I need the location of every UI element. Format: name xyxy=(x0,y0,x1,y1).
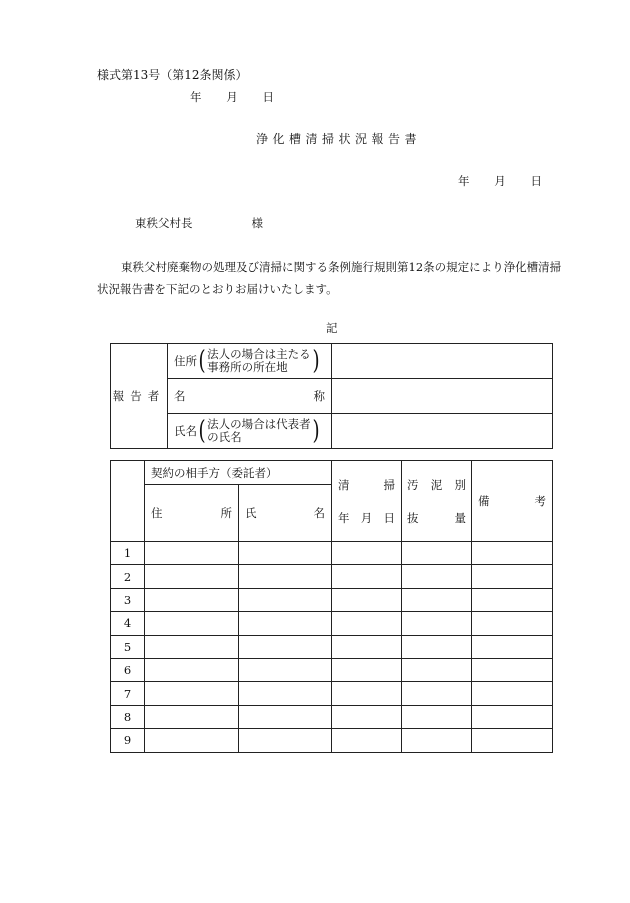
remarks-cell[interactable] xyxy=(472,612,553,635)
reporter-header: 報告者 xyxy=(112,389,166,403)
table-row xyxy=(111,705,553,728)
sludge-4: 抜 xyxy=(407,510,419,525)
clean-date-cell[interactable] xyxy=(332,542,402,565)
name-cell[interactable] xyxy=(239,565,332,588)
clean-date-cell[interactable] xyxy=(332,565,402,588)
address-cell[interactable] xyxy=(145,682,239,705)
remarks-cell[interactable] xyxy=(472,588,553,611)
top-date-month: 月 xyxy=(226,90,238,104)
address-cell[interactable] xyxy=(145,565,239,588)
body-text-line2: 状況報告書を下記のとおりお届けいたします。 xyxy=(97,282,338,296)
sludge-cell[interactable] xyxy=(402,658,472,681)
address-note-2: 事務所の所在地 xyxy=(207,360,288,374)
name-cell[interactable] xyxy=(239,542,332,565)
row-number: 5 xyxy=(111,635,145,658)
name-cell[interactable] xyxy=(239,682,332,705)
row-number: 2 xyxy=(111,565,145,588)
person-value[interactable] xyxy=(332,414,553,449)
date-day: 日 xyxy=(383,510,395,525)
top-date-day: 日 xyxy=(262,90,274,104)
row-number: 3 xyxy=(111,588,145,611)
addressee-honorific: 様 xyxy=(251,216,263,230)
person-label: 氏名 xyxy=(174,424,197,438)
table-row xyxy=(111,635,553,658)
address-label: 住所 xyxy=(174,354,197,368)
name-cell[interactable] xyxy=(239,588,332,611)
record-rows xyxy=(111,542,553,753)
row-number: 4 xyxy=(111,612,145,635)
row-number: 7 xyxy=(111,682,145,705)
address-note-1: 法人の場合は主たる xyxy=(207,347,311,361)
person-label-cell xyxy=(168,414,332,449)
name-2: 名 xyxy=(313,506,325,520)
address-1: 住 xyxy=(151,506,163,520)
remarks-1: 備 xyxy=(478,494,490,508)
sludge-1: 汚 xyxy=(407,477,419,492)
submit-date-month: 月 xyxy=(494,174,506,188)
remarks-2: 考 xyxy=(534,494,546,508)
row-number: 9 xyxy=(111,729,145,752)
left-paren: ( xyxy=(198,346,206,376)
contract-header: 契約の相手方（委託者） xyxy=(151,465,278,480)
remarks-cell[interactable] xyxy=(472,542,553,565)
name-header xyxy=(239,485,332,542)
reporter-header-cell xyxy=(111,344,168,449)
top-date xyxy=(190,89,274,105)
top-date-year: 年 xyxy=(190,90,202,104)
address-cell[interactable] xyxy=(145,729,239,752)
name-cell[interactable] xyxy=(239,612,332,635)
clean-1: 清 xyxy=(338,477,350,492)
table-row xyxy=(111,658,553,681)
address-cell[interactable] xyxy=(145,588,239,611)
date-year: 年 xyxy=(338,510,350,525)
address-cell[interactable] xyxy=(145,658,239,681)
name-cell[interactable] xyxy=(239,705,332,728)
body-text-line1: 東秩父村廃棄物の処理及び清掃に関する条例施行規則第12条の規定により浄化槽清掃 xyxy=(121,260,562,274)
sludge-cell[interactable] xyxy=(402,635,472,658)
sludge-cell[interactable] xyxy=(402,565,472,588)
submit-date xyxy=(458,173,542,189)
clean-date-cell[interactable] xyxy=(332,729,402,752)
row-number: 6 xyxy=(111,658,145,681)
person-note-1: 法人の場合は代表者 xyxy=(207,417,311,431)
sludge-cell[interactable] xyxy=(402,588,472,611)
submit-date-day: 日 xyxy=(530,174,542,188)
name-cell[interactable] xyxy=(239,729,332,752)
contract-header-cell xyxy=(145,461,332,485)
name-label-cell xyxy=(168,379,332,414)
person-note-2: の氏名 xyxy=(207,430,242,444)
name-label-2: 称 xyxy=(313,389,325,403)
table-row xyxy=(111,729,553,752)
remarks-cell[interactable] xyxy=(472,705,553,728)
address-cell[interactable] xyxy=(145,635,239,658)
row-number: 8 xyxy=(111,705,145,728)
right-paren: ) xyxy=(312,346,320,376)
right-paren: ) xyxy=(312,416,320,446)
clean-date-cell[interactable] xyxy=(332,658,402,681)
name-1: 氏 xyxy=(245,506,257,520)
name-value[interactable] xyxy=(332,379,553,414)
address-cell[interactable] xyxy=(145,705,239,728)
form-number: 様式第13号（第12条関係） xyxy=(97,68,248,82)
name-label-1: 名 xyxy=(174,389,186,403)
address-2: 所 xyxy=(220,506,232,520)
sludge-2: 泥 xyxy=(430,477,443,492)
clean-date-cell[interactable] xyxy=(332,635,402,658)
sludge-cell[interactable] xyxy=(402,542,472,565)
number-header-cell xyxy=(111,461,145,542)
remarks-cell[interactable] xyxy=(472,565,553,588)
addressee-name: 東秩父村長 xyxy=(135,216,193,230)
record-table xyxy=(110,460,553,753)
address-cell[interactable] xyxy=(145,612,239,635)
sludge-cell[interactable] xyxy=(402,729,472,752)
sludge-5: 量 xyxy=(454,510,466,525)
remarks-cell[interactable] xyxy=(472,729,553,752)
name-cell[interactable] xyxy=(239,658,332,681)
name-cell[interactable] xyxy=(239,635,332,658)
table-row xyxy=(111,588,553,611)
left-paren: ( xyxy=(198,416,206,446)
submit-date-year: 年 xyxy=(458,174,470,188)
addressee xyxy=(135,215,263,231)
table-row xyxy=(111,565,553,588)
row-number: 1 xyxy=(111,542,145,565)
remarks-cell[interactable] xyxy=(472,658,553,681)
remarks-cell[interactable] xyxy=(472,682,553,705)
address-label-cell xyxy=(168,344,332,379)
document-title: 浄化槽清掃状況報告書 xyxy=(256,132,422,146)
address-header xyxy=(145,485,239,542)
clean-date-cell[interactable] xyxy=(332,705,402,728)
date-month: 月 xyxy=(360,510,373,525)
sludge-cell[interactable] xyxy=(402,705,472,728)
clean-date-cell[interactable] xyxy=(332,682,402,705)
remarks-cell[interactable] xyxy=(472,635,553,658)
clean-2: 掃 xyxy=(383,477,395,492)
ki-label: 記 xyxy=(326,321,338,335)
sludge-header xyxy=(402,461,472,542)
table-row xyxy=(111,542,553,565)
address-value[interactable] xyxy=(332,344,553,379)
sludge-3: 別 xyxy=(454,477,466,492)
clean-date-cell[interactable] xyxy=(332,588,402,611)
clean-date-cell[interactable] xyxy=(332,612,402,635)
sludge-cell[interactable] xyxy=(402,682,472,705)
remarks-header xyxy=(472,461,553,542)
sludge-cell[interactable] xyxy=(402,612,472,635)
table-row xyxy=(111,612,553,635)
reporter-table xyxy=(110,343,553,449)
clean-date-header xyxy=(332,461,402,542)
table-row xyxy=(111,682,553,705)
address-cell[interactable] xyxy=(145,542,239,565)
